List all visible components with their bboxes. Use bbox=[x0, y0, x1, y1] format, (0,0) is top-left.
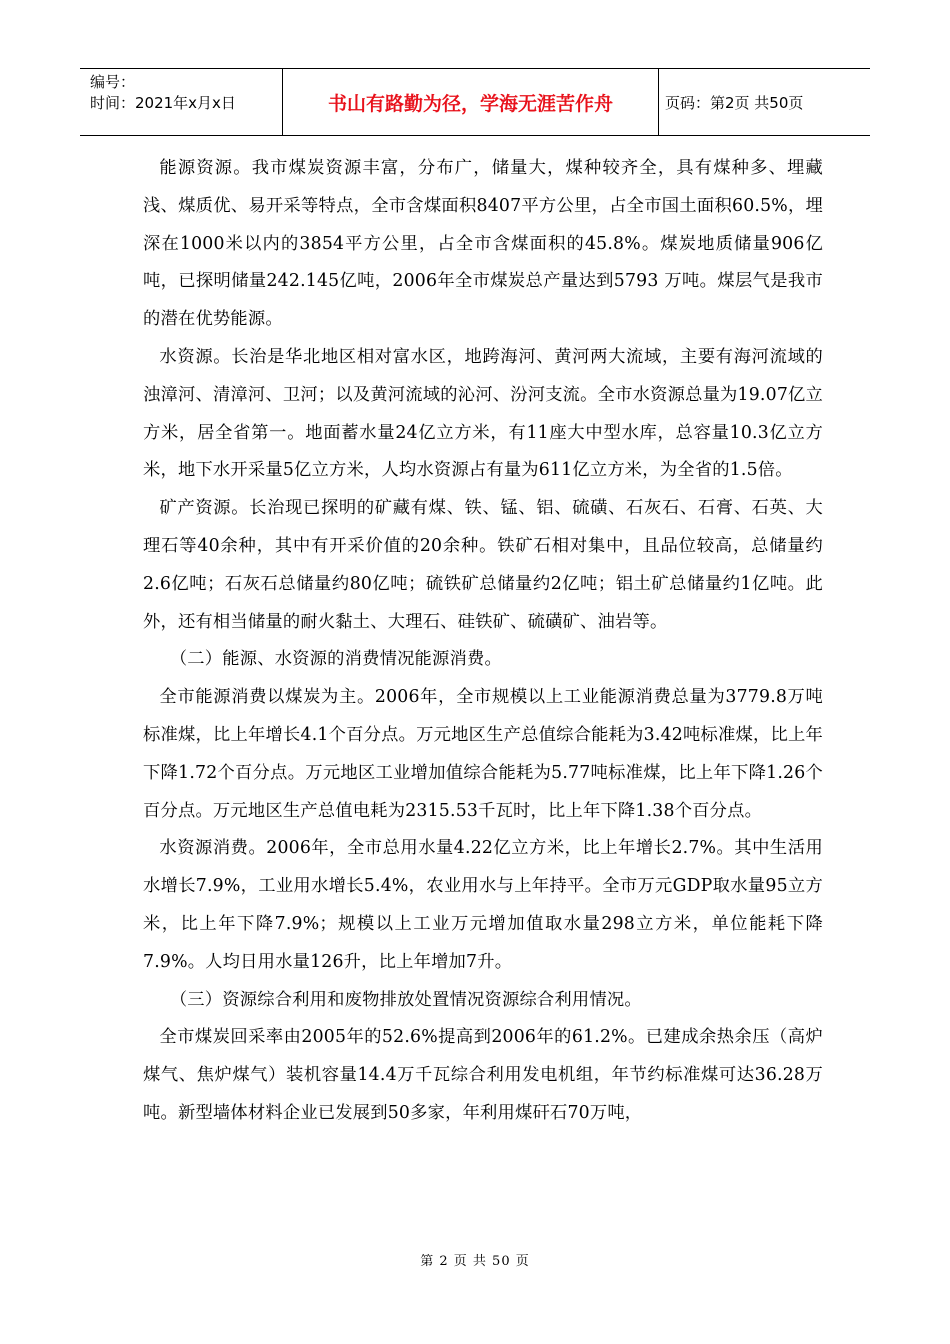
document-number-label: 编号： bbox=[90, 73, 136, 91]
header-motto: 书山有路勤为径，学海无涯苦作舟 bbox=[283, 69, 659, 135]
page-footer: 第 2 页 共 50 页 bbox=[420, 1254, 530, 1269]
paragraph-mineral-resources: 矿产资源。长治现已探明的矿藏有煤、铁、锰、铝、硫磺、石灰石、石膏、石英、大理石等40余种，其中有开采价值的20余种。铁矿石相对集中，且品位较高，总储量约2.6亿吨；石灰石总储量约80亿吨；硫铁矿总储量约2亿吨；铝土矿总储量约1亿吨。此外，还有相当储量的耐火黏土、大理石、硅铁矿、硫磺矿、油岩等。 bbox=[143, 498, 823, 632]
paragraph-water-consumption: 水资源消费。2006年，全市总用水量4.22亿立方米，比上年增长2.7%。其中生活用水增长7.9%，工业用水增长5.4%，农业用水与上年持平。全市万元GDP取水量95立方米，比上年下降7.9%；规模以上工业万元增加值取水量298立方米，单位能耗下降7.9%。人均日用水量126升，比上年增加7升。 bbox=[143, 838, 823, 972]
header-page-info: 页码：第2页 共50页 bbox=[665, 93, 804, 112]
header-meta bbox=[80, 69, 283, 135]
paragraph-energy-consumption: 全市能源消费以煤炭为主。2006年，全市规模以上工业能源消费总量为3779.8万吨标准煤，比上年增长4.1个百分点。万元地区生产总值综合能耗为3.42吨标准煤，比上年下降1.72个百分点。万元地区工业增加值综合能耗为5.77吨标准煤，比上年下降1.26个百分点。万元地区生产总值电耗为2315.53千瓦时，比上年下降1.38个百分点。 bbox=[143, 687, 823, 821]
paragraph-water-resources: 水资源。长治是华北地区相对富水区，地跨海河、黄河两大流域，主要有海河流域的浊漳河、清漳河、卫河；以及黄河流域的沁河、汾河支流。全市水资源总量为19.07亿立方米，居全省第一。地面蓄水量24亿立方米，有11座大中型水库，总容量10.3亿立方米，地下水开采量5亿立方米，人均水资源占有量为611亿立方米，为全省的1.5倍。 bbox=[143, 346, 823, 481]
section-heading-utilization: （三）资源综合利用和废物排放处置情况资源综合利用情况。 bbox=[169, 989, 642, 1010]
paragraph-energy-resources: 能源资源。我市煤炭资源丰富，分布广，储量大，煤种较齐全，具有煤种多、埋藏浅、煤质优、易开采等特点，全市含煤面积8407平方公里，占全市国土面积60.5%，埋深在1000米以内的3854平方公里，占全市含煤面积的45.8%。煤炭地质储量906亿吨，已探明储量242.145亿吨，2006年全市煤炭总产量达到5793 万吨。煤层气是我市的潜在优势能源。 bbox=[143, 158, 823, 330]
section-heading-consumption: （二）能源、水资源的消费情况能源消费。 bbox=[169, 649, 502, 670]
page-header bbox=[80, 68, 870, 136]
document-date: 时间：2021年x月x日 bbox=[90, 94, 236, 112]
paragraph-resource-utilization: 全市煤炭回采率由2005年的52.6%提高到2006年的61.2%。已建成余热余压（高炉煤气、焦炉煤气）装机容量14.4万千瓦综合利用发电机组，年节约标准煤可达36.28万吨。新型墙体材料企业已发展到50多家，年利用煤矸石70万吨， bbox=[143, 1027, 823, 1123]
document-body bbox=[143, 150, 823, 1133]
